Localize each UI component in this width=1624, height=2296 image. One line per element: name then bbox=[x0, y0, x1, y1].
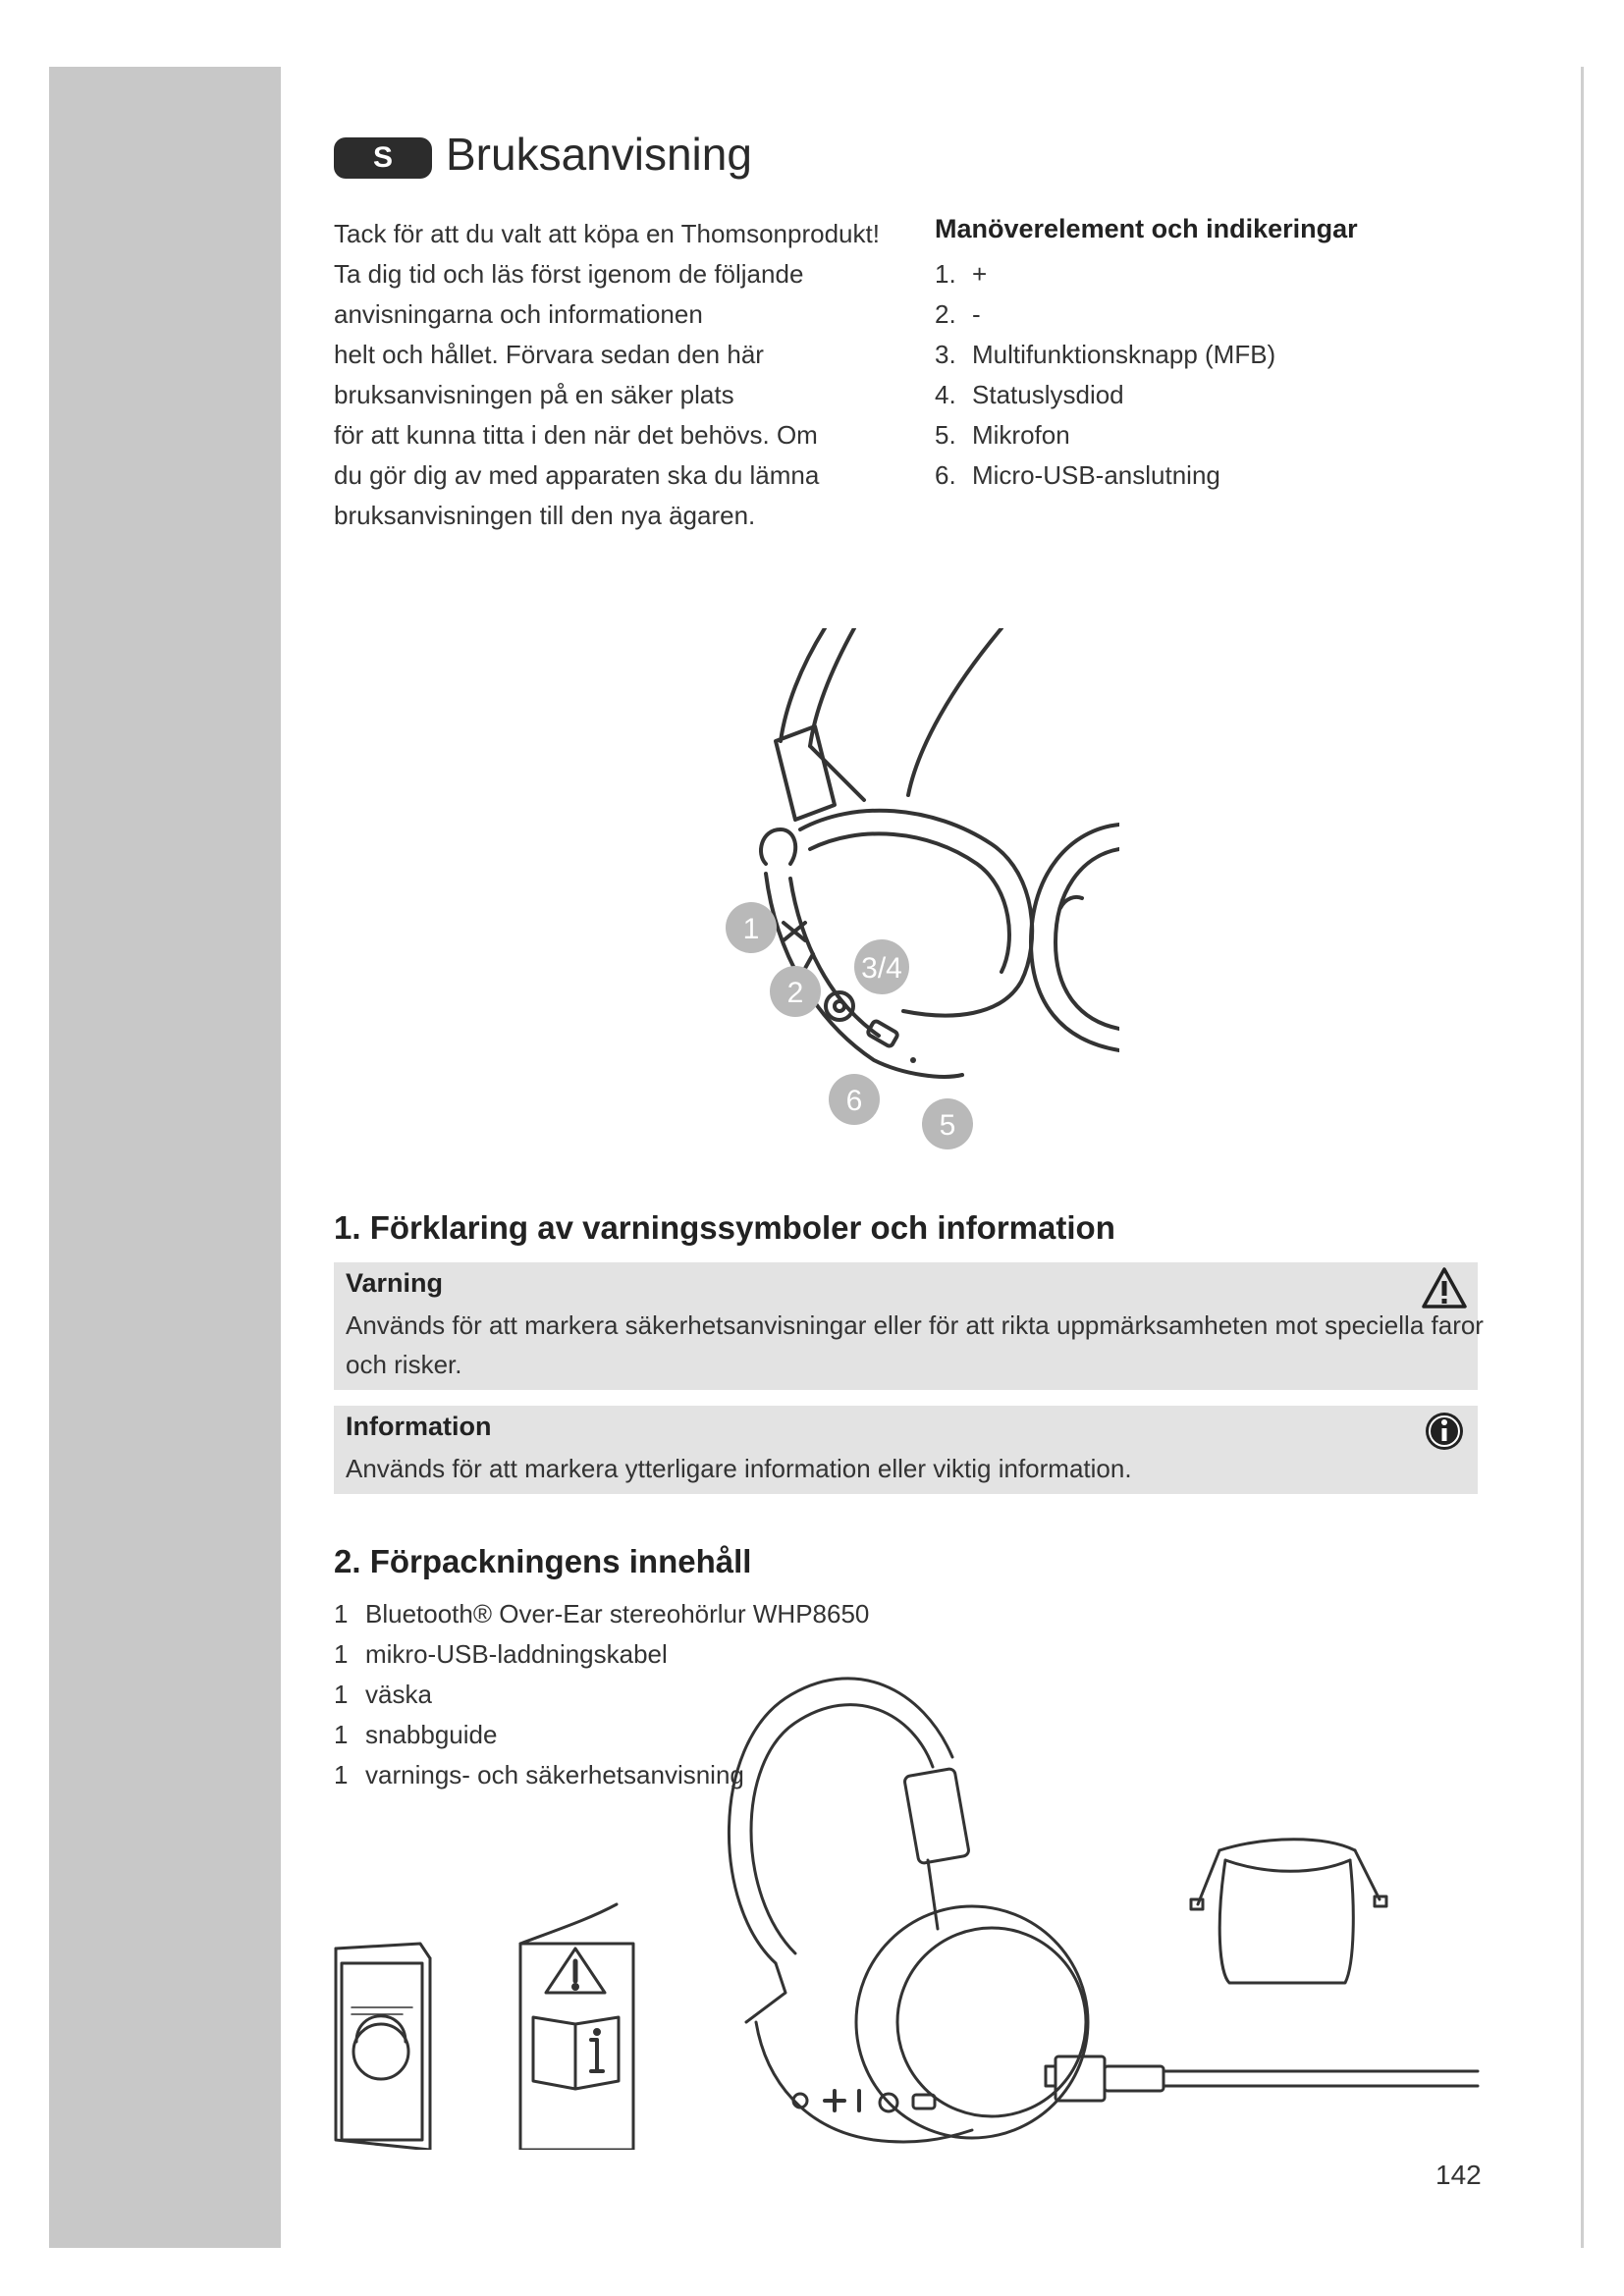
warning-triangle-icon bbox=[1421, 1266, 1468, 1309]
warning-box bbox=[334, 1262, 1484, 1390]
callout-label: 5 bbox=[939, 1109, 956, 1142]
intro-paragraph bbox=[334, 214, 923, 536]
callout-label: 6 bbox=[845, 1085, 863, 1117]
safety-booklet bbox=[520, 1904, 633, 2150]
slider-block bbox=[776, 726, 835, 820]
item-qty: 1 bbox=[334, 1760, 349, 1789]
item-label: Bluetooth® Over-Ear stereohörlur WHP8650 bbox=[365, 1599, 870, 1629]
language-badge: S bbox=[334, 137, 432, 179]
headband-inner bbox=[751, 1705, 933, 1953]
hinge-hook bbox=[761, 829, 795, 864]
intro-line: för att kunna titta i den när det behövs. Om bbox=[334, 420, 818, 450]
intro-line: bruksanvisningen på en säker plats bbox=[334, 380, 734, 409]
earcup-inner bbox=[810, 833, 1009, 972]
button-panel-edge bbox=[756, 2022, 972, 2142]
intro-line: Tack för att du valt att köpa en Thomsonprodukt! bbox=[334, 219, 880, 248]
headphones-illustration bbox=[729, 1679, 1088, 2142]
page-number: 142 bbox=[1435, 2160, 1482, 2190]
list-item bbox=[935, 375, 1275, 415]
pouch-illustration bbox=[1191, 1840, 1386, 1983]
usb-port-icon bbox=[867, 1020, 898, 1047]
headband-arc bbox=[908, 628, 1001, 795]
item-label: väska bbox=[365, 1680, 432, 1709]
item-label: Statuslysdiod bbox=[972, 380, 1124, 409]
item-label: snabbguide bbox=[365, 1720, 498, 1749]
ear-cushion-outer bbox=[1031, 825, 1119, 1050]
slider-link bbox=[810, 746, 864, 800]
item-label: + bbox=[972, 259, 988, 289]
usb-port-icon bbox=[913, 2095, 935, 2109]
item-label: varnings- och säkerhetsanvisning bbox=[365, 1760, 744, 1789]
list-item bbox=[935, 455, 1275, 496]
item-qty: 1 bbox=[334, 1720, 349, 1749]
package-contents-figure bbox=[324, 1669, 1483, 2150]
intro-line: helt och hållet. Förvara sedan den här bbox=[334, 340, 764, 369]
page-title: Bruksanvisning bbox=[446, 129, 752, 180]
microphone-dot bbox=[910, 1057, 916, 1063]
callout-label: 3/4 bbox=[861, 952, 902, 985]
intro-line: anvisningarna och informationen bbox=[334, 299, 703, 329]
section-heading-package-contents: 2. Förpackningens innehåll bbox=[334, 1543, 752, 1579]
item-label: - bbox=[972, 299, 981, 329]
controls-heading: Manöverelement och indikeringar bbox=[935, 214, 1358, 243]
item-number: 3. bbox=[935, 340, 956, 369]
cable-line bbox=[1164, 2071, 1478, 2086]
list-item bbox=[935, 335, 1275, 375]
headphone-thumbnail bbox=[353, 2024, 408, 2079]
warning-title: Varning bbox=[346, 1268, 444, 1298]
headphone-controls-figure bbox=[707, 628, 1119, 1158]
item-number: 4. bbox=[935, 380, 956, 409]
earcup-inner bbox=[897, 1928, 1086, 2116]
intro-line: bruksanvisningen till den nya ägaren. bbox=[334, 501, 756, 530]
item-label: mikro-USB-laddningskabel bbox=[365, 1639, 668, 1669]
warning-text-line: Används för att markera säkerhetsanvisningar eller för att rikta uppmärksamheten mot speciella faror bbox=[346, 1310, 1484, 1340]
section-heading-warning-symbols: 1. Förklaring av varningssymboler och information bbox=[334, 1209, 1115, 1246]
manual-book-icon bbox=[533, 2017, 619, 2089]
item-number: 2. bbox=[935, 299, 956, 329]
ear-cushion-inner bbox=[1056, 849, 1119, 1029]
intro-line: Ta dig tid och läs först igenom de följande bbox=[334, 259, 804, 289]
item-number: 5. bbox=[935, 420, 956, 450]
left-margin-bar bbox=[49, 67, 281, 2248]
headband-outer-line bbox=[781, 628, 825, 741]
earcup-outer bbox=[856, 1906, 1088, 2138]
item-label: Multifunktionsknapp (MFB) bbox=[972, 340, 1276, 369]
item-qty: 1 bbox=[334, 1639, 349, 1669]
list-item bbox=[935, 254, 1275, 294]
list-item bbox=[935, 294, 1275, 335]
list-item bbox=[334, 1594, 869, 1634]
warning-text bbox=[346, 1306, 1563, 1384]
item-number: 6. bbox=[935, 460, 956, 490]
item-number: 1. bbox=[935, 259, 956, 289]
item-qty: 1 bbox=[334, 1680, 349, 1709]
info-circle-icon bbox=[1421, 1410, 1468, 1453]
callout-label: 1 bbox=[742, 913, 760, 945]
item-qty: 1 bbox=[334, 1599, 349, 1629]
right-margin-line bbox=[1581, 67, 1584, 2248]
list-item bbox=[935, 415, 1275, 455]
intro-line: du gör dig av med apparaten ska du lämna bbox=[334, 460, 820, 490]
item-label: Micro-USB-anslutning bbox=[972, 460, 1220, 490]
item-label: Mikrofon bbox=[972, 420, 1070, 450]
information-title: Information bbox=[346, 1412, 492, 1441]
slider-block bbox=[904, 1768, 970, 1864]
quick-guide-booklet bbox=[336, 1944, 430, 2150]
warning-text-line: och risker. bbox=[346, 1350, 462, 1379]
callout-label: 2 bbox=[786, 977, 804, 1009]
usb-cable-illustration bbox=[1046, 2056, 1478, 2101]
plus-button-icon bbox=[825, 2091, 844, 2110]
information-box bbox=[334, 1406, 1478, 1494]
controls-list bbox=[935, 254, 1275, 496]
information-text: Används för att markera ytterligare information eller viktig information. bbox=[346, 1454, 1132, 1483]
